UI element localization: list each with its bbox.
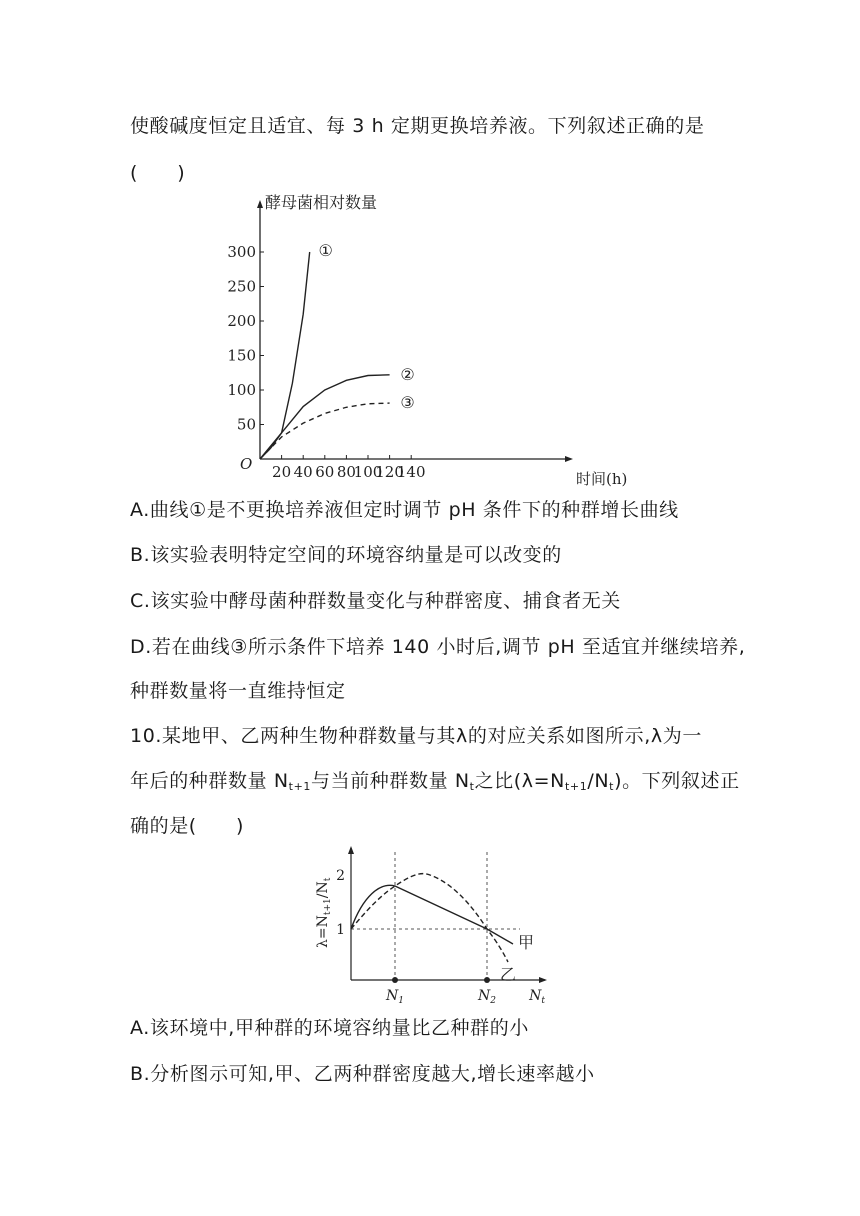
series-2-label: ② [400, 364, 415, 384]
q10-stem-line2: 年后的种群数量 $N_{t+1}$与当前种群数量 $N_t$之比$(\lambda=N_{t+1}/N_t)$。下列叙述正 [130, 770, 740, 793]
q10-option-a: A.该环境中,甲种群的环境容纳量比乙种群的小 [130, 1017, 529, 1039]
y-tick-label: 300 [227, 243, 256, 261]
y-tick-label: 2 [336, 868, 345, 884]
q9-option-d-line1: D.若在曲线③所示条件下培养 140 小时后,调节 pH 至适宜并继续培养, [130, 636, 746, 658]
y-tick-label: 50 [236, 415, 256, 434]
series-1-label: ① [318, 241, 333, 260]
yeast-growth-chart [225, 188, 655, 488]
x-tick-label: 80 [336, 463, 356, 481]
q9-stem-line1: 使酸碱度恒定且适宜、每 3 h 定期更换培养液。下列叙述正确的是 [130, 115, 705, 137]
series-jia-curve [351, 885, 513, 944]
x-axis-arrow [539, 977, 547, 983]
x-tick-label: 120 [375, 463, 404, 481]
x-tick-label: 140 [396, 463, 426, 481]
n2-marker [484, 977, 490, 983]
x-axis-label: 时间(h) [576, 470, 628, 488]
y-axis-arrow [257, 200, 263, 208]
x-tick-label: 60 [315, 463, 335, 481]
x-tick-label-n2: $N_2$ [478, 988, 496, 1006]
q10-option-b: B.分析图示可知,甲、乙两种群密度越大,增长速率越小 [130, 1063, 595, 1085]
x-tick-label: 20 [272, 463, 292, 481]
q9-stem-line2: ( ) [130, 162, 186, 184]
series-yi-curve [351, 874, 508, 962]
series-3-curve [260, 403, 390, 459]
x-tick-label-n1: $N_1$ [386, 988, 404, 1006]
x-tick-label: 40 [293, 463, 313, 481]
q9-option-d-line2: 种群数量将一直维持恒定 [130, 680, 346, 702]
q9-option-b: B.该实验表明特定空间的环境容纳量是可以改变的 [130, 544, 562, 566]
q9-option-c: C.该实验中酵母菌种群数量变化与种群密度、捕食者无关 [130, 590, 621, 612]
y-tick-label: 100 [227, 381, 256, 399]
n1-marker [392, 977, 398, 983]
q10-stem-line3: 确的是( ) [130, 815, 245, 837]
x-tick-label: 100 [353, 463, 383, 481]
origin-label: O [240, 455, 253, 473]
y-axis-label: $\lambda=N_{t+1}/N_t$ [315, 877, 333, 948]
series-3-label: ③ [400, 393, 415, 413]
lambda-chart [305, 838, 565, 1008]
series-2-curve [260, 375, 390, 459]
y-tick-label: 1 [336, 922, 345, 938]
q9-option-a: A.曲线①是不更换培养液但定时调节 pH 条件下的种群增长曲线 [130, 499, 679, 521]
y-tick-label: 250 [227, 277, 256, 296]
series-jia-label: 甲 [518, 933, 535, 952]
y-tick-label: 200 [227, 312, 256, 330]
y-axis-label: 酵母菌相对数量 [265, 193, 378, 212]
q10-stem-line1: 10.某地甲、乙两种生物种群数量与其λ的对应关系如图所示,λ为一 [130, 725, 702, 747]
y-axis-arrow [348, 846, 354, 854]
series-yi-label: 乙 [500, 965, 517, 984]
x-axis-label: $N_t$ [529, 988, 545, 1006]
x-axis-arrow [565, 456, 573, 462]
y-tick-label: 150 [227, 346, 256, 365]
